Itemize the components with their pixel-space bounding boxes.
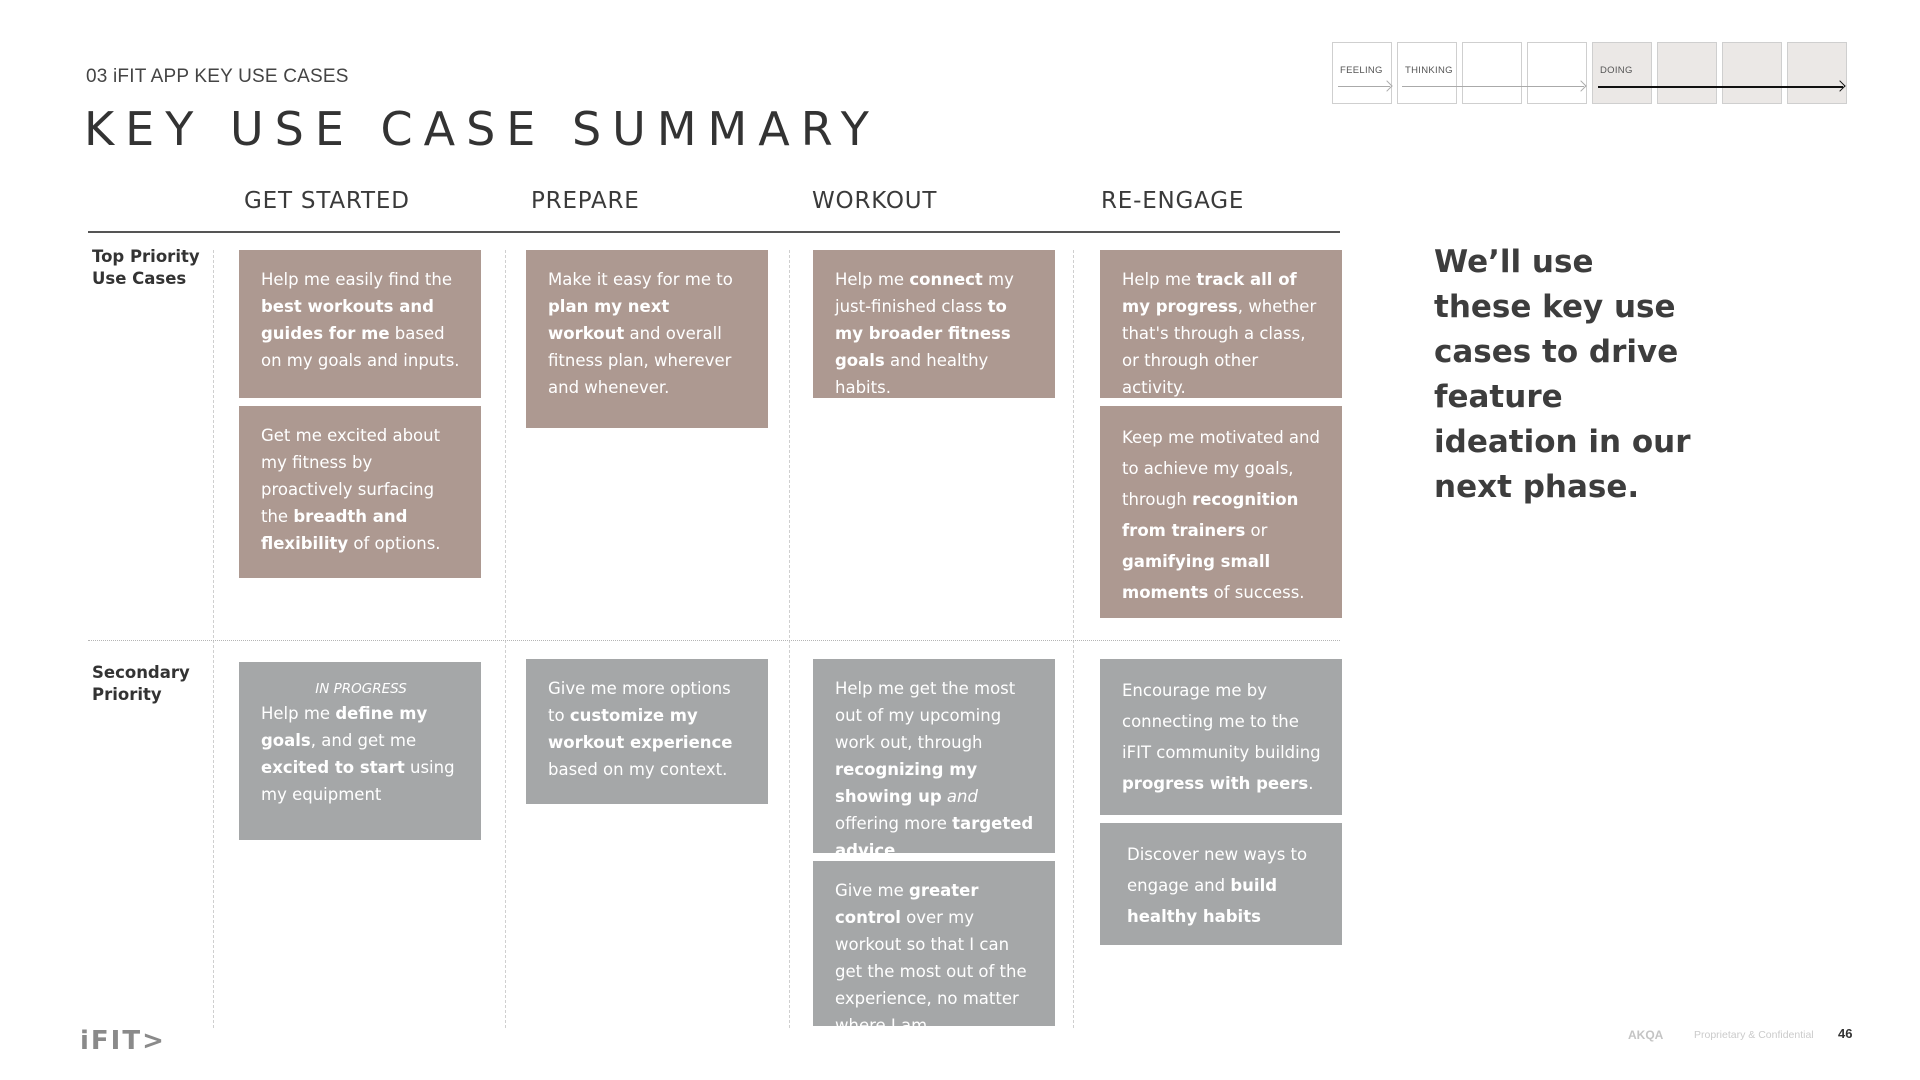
- use-case-card: Help me easily find the best workouts and guides for me based on my goals and inputs.: [239, 250, 481, 398]
- row-label-top-priority: Top Priority Use Cases: [92, 247, 200, 288]
- stage-label: THINKING: [1405, 65, 1453, 76]
- arrow-right-icon: [1598, 86, 1843, 88]
- column-header-workout: WORKOUT: [812, 188, 938, 214]
- stage-blank: [1722, 42, 1782, 104]
- callout-text: We’ll use these key use cases to drive feature ideation in our next phase.: [1434, 244, 1691, 505]
- use-case-card: Give me greater control over my workout so that I can get the most out of the experience, no matter where I am.: [813, 861, 1055, 1026]
- use-case-card: Keep me motivated and to achieve my goals, through recognition from trainers or gamifying small moments of success.: [1100, 406, 1342, 618]
- use-case-card: Discover new ways to engage and build healthy habits: [1100, 823, 1342, 945]
- column-header-re-engage: RE-ENGAGE: [1101, 188, 1245, 214]
- page-number: 46: [1838, 1026, 1853, 1041]
- column-divider: [1073, 250, 1074, 1028]
- header-divider: [88, 231, 1340, 233]
- stage-blank: [1657, 42, 1717, 104]
- stage-blank: [1462, 42, 1522, 104]
- stage-feeling: [1332, 42, 1392, 104]
- row-label-secondary-priority: Secondary Priority: [92, 663, 190, 704]
- column-header-prepare: PREPARE: [531, 188, 640, 214]
- use-case-card: Get me excited about my fitness by proactively surfacing the breadth and flexibility of options.: [239, 406, 481, 578]
- column-divider: [505, 250, 506, 1028]
- column-divider: [789, 250, 790, 1028]
- footer-agency: AKQA: [1628, 1028, 1664, 1042]
- use-case-card: Help me track all of my progress, whether that's through a class, or through other activity.: [1100, 250, 1342, 398]
- stage-blank: [1787, 42, 1847, 104]
- stage-doing: [1592, 42, 1652, 104]
- use-case-card: Give me more options to customize my workout experience based on my context.: [526, 659, 768, 804]
- use-case-card: Encourage me by connecting me to the iFIT community building progress with peers.: [1100, 659, 1342, 815]
- stage-label: FEELING: [1340, 65, 1383, 76]
- footer-confidential: Proprietary & Confidential: [1694, 1029, 1814, 1041]
- in-progress-tag: IN PROGRESS: [315, 681, 407, 697]
- journey-progress-strip: [1332, 42, 1852, 104]
- priority-divider: [88, 640, 1340, 641]
- arrow-right-icon: [1338, 86, 1390, 87]
- stage-label: DOING: [1600, 65, 1633, 76]
- page-title: KEY USE CASE SUMMARY: [84, 102, 880, 156]
- use-case-card: Help me get the most out of my upcoming work out, through recognizing my showing up and offering more targeted advice.: [813, 659, 1055, 853]
- ifit-logo: iFIT>: [80, 1026, 166, 1056]
- use-case-card: Help me connect my just-finished class to my broader fitness goals and healthy habits.: [813, 250, 1055, 398]
- use-case-card: [239, 662, 481, 840]
- stage-thinking: [1397, 42, 1457, 104]
- use-case-text: Help me define my goals, and get me excited to start using my equipment: [261, 704, 455, 804]
- stage-blank: [1527, 42, 1587, 104]
- column-header-get-started: GET STARTED: [244, 188, 410, 214]
- column-divider: [213, 250, 214, 1028]
- section-label: 03 iFIT APP KEY USE CASES: [86, 66, 349, 87]
- arrow-right-icon: [1402, 86, 1584, 87]
- use-case-card: Make it easy for me to plan my next workout and overall fitness plan, wherever and whenever.: [526, 250, 768, 428]
